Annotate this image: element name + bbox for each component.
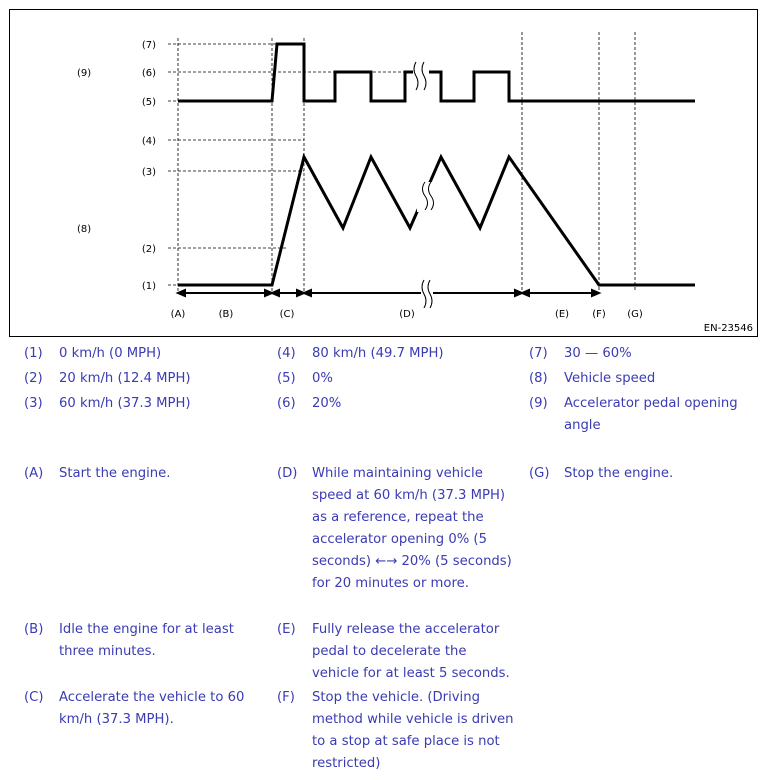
legend-key: (5)	[277, 371, 296, 386]
x-label-d: (D)	[399, 309, 415, 320]
legend-text: 60 km/h (37.3 MPH)	[59, 396, 191, 411]
step-key: (B)	[24, 622, 44, 637]
step-key: (F)	[277, 690, 295, 705]
x-label-g: (G)	[627, 309, 643, 320]
legend-key: (2)	[24, 371, 43, 386]
legend-text: 0 km/h (0 MPH)	[59, 346, 162, 361]
step-key: (C)	[24, 690, 44, 705]
step-text: While maintaining vehicle speed at 60 km/h (37.3 MPH) as a reference, repeat the accelerator opening 0% (5 seconds) ←→ 20% (5 seconds) for 20 minutes or more.	[312, 466, 512, 591]
y-label-4: (4)	[141, 136, 156, 147]
legend-key: (4)	[277, 346, 296, 361]
horizontal-reference-lines	[168, 44, 430, 285]
group-label-speed: (8)	[77, 224, 92, 235]
legend-text: 0%	[312, 371, 333, 386]
step-text: Start the engine.	[59, 466, 171, 481]
step-key: (A)	[24, 466, 44, 481]
step-text: Stop the vehicle. (Driving method while vehicle is driven to a stop at safe place is not restricted)	[312, 690, 514, 771]
x-label-b: (B)	[218, 309, 234, 320]
step-text: Accelerate the vehicle to 60 km/h (37.3 MPH).	[59, 690, 245, 727]
legend-key: (1)	[24, 346, 43, 361]
step-text: Stop the engine.	[564, 466, 674, 481]
legend-key: (9)	[529, 396, 548, 411]
step-text: Fully release the accelerator pedal to decelerate the vehicle for at least 5 seconds.	[312, 622, 510, 681]
speed-break-symbol	[417, 182, 435, 212]
legend-text: 30 — 60%	[564, 346, 632, 361]
legend-text: 20%	[312, 396, 342, 411]
legend-text: Vehicle speed	[564, 371, 656, 386]
legend-text: 20 km/h (12.4 MPH)	[59, 371, 191, 386]
step-text: Idle the engine for at least three minutes.	[59, 622, 234, 659]
legend-key: (3)	[24, 396, 43, 411]
y-label-1: (1)	[141, 281, 156, 292]
vehicle-speed-trace	[178, 157, 695, 285]
legend-text: Accelerator pedal opening angle	[564, 396, 738, 433]
group-label-accelerator: (9)	[77, 68, 92, 79]
y-label-6: (6)	[141, 68, 156, 79]
accelerator-break-symbol	[413, 62, 429, 92]
diagram-canvas	[10, 10, 757, 336]
y-label-2: (2)	[141, 244, 156, 255]
legend-key: (7)	[529, 346, 548, 361]
y-label-3: (3)	[141, 167, 156, 178]
accelerator-trace	[178, 44, 695, 101]
step-key: (G)	[529, 466, 550, 481]
x-label-e: (E)	[554, 309, 570, 320]
x-label-a: (A)	[170, 309, 186, 320]
x-label-f: (F)	[592, 309, 606, 320]
phase-arrows	[178, 290, 599, 296]
y-label-5: (5)	[141, 97, 156, 108]
figure-code: EN-23546	[703, 323, 753, 334]
y-label-7: (7)	[141, 40, 156, 51]
x-label-c: (C)	[279, 309, 295, 320]
step-key: (D)	[277, 466, 298, 481]
step-key: (E)	[277, 622, 296, 637]
legend-key: (8)	[529, 371, 548, 386]
legend-text: 80 km/h (49.7 MPH)	[312, 346, 444, 361]
arrow-break-symbol	[421, 280, 433, 308]
legend-key: (6)	[277, 396, 296, 411]
timing-diagram	[9, 9, 758, 337]
